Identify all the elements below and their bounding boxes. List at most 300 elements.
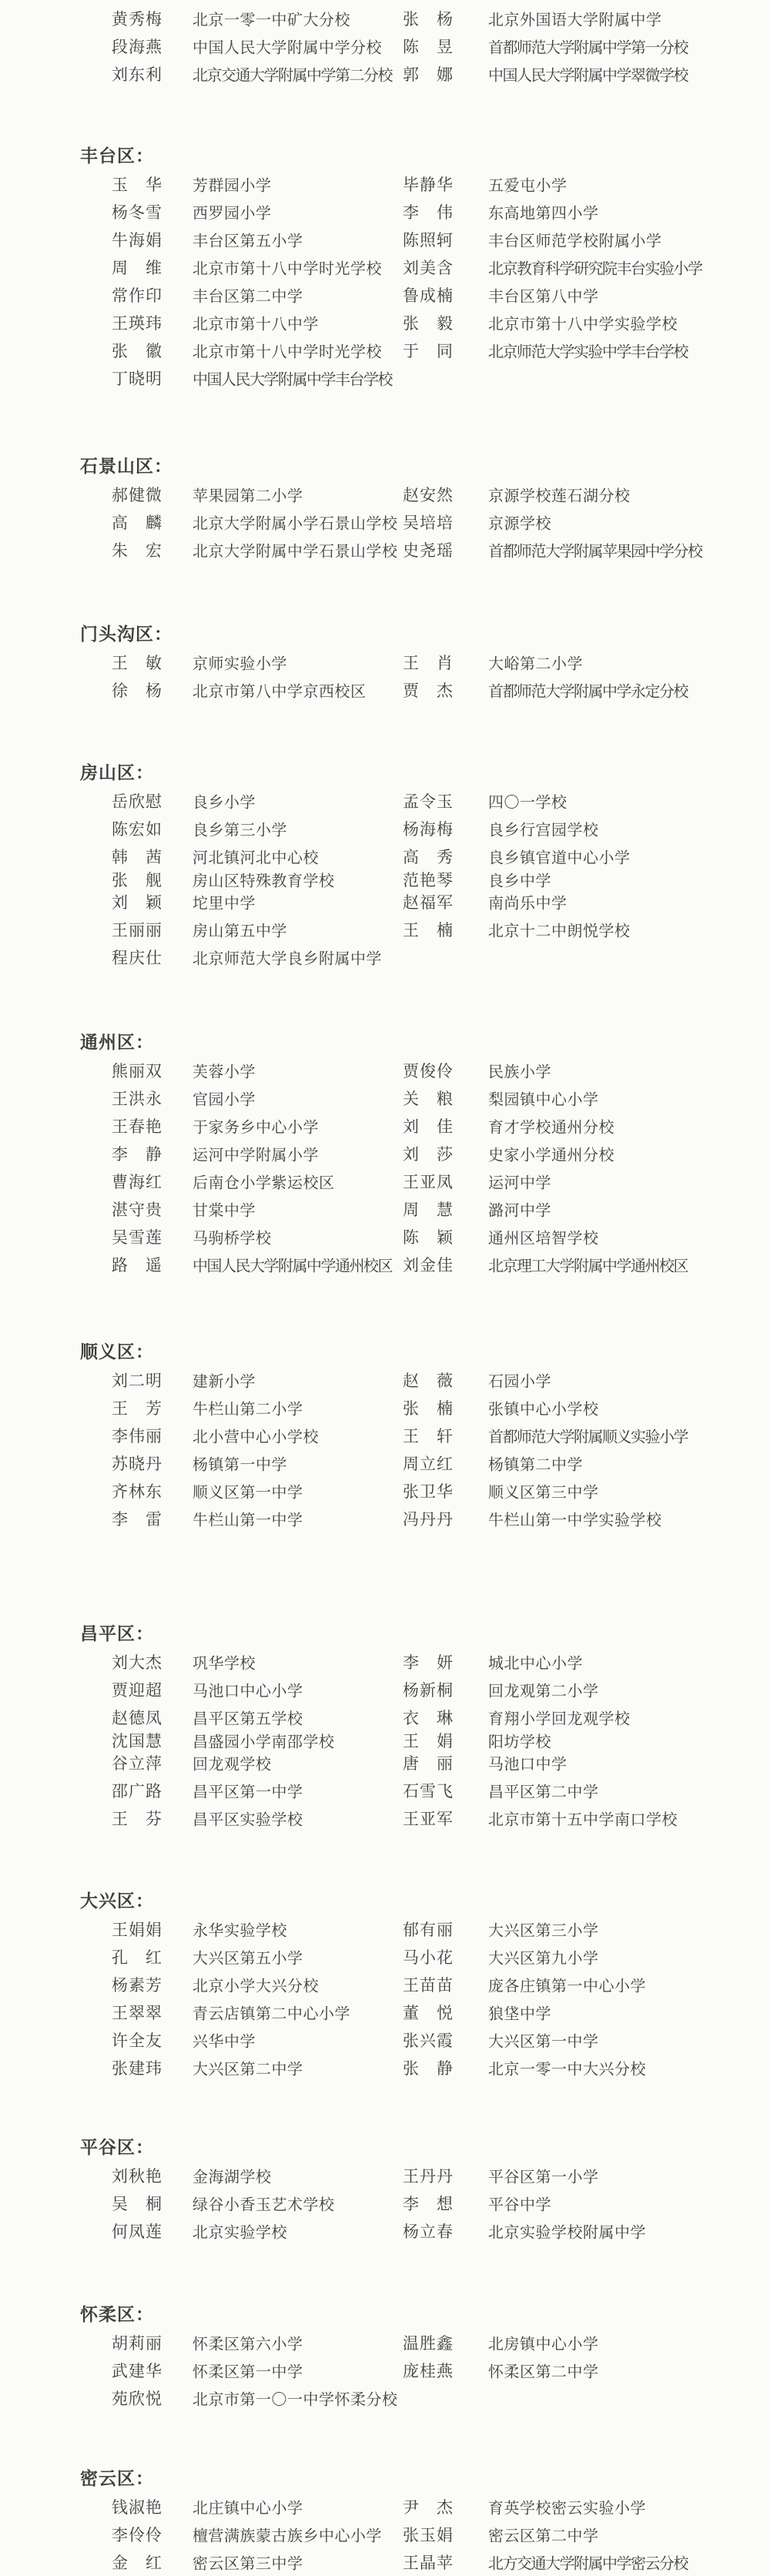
teacher-name-left: 李伟丽 <box>112 1427 162 1445</box>
district-section <box>0 2301 770 2412</box>
school-name-right: 育才学校通州分校 <box>488 1119 614 1137</box>
school-name-right: 梨园镇中心小学 <box>488 1091 599 1109</box>
teacher-name-right: 郁有丽 <box>403 1921 454 1939</box>
school-name-right: 良乡中学 <box>488 873 551 889</box>
teacher-name-left: 段海燕 <box>112 38 162 56</box>
teacher-name-right: 王亚凤 <box>403 1173 454 1191</box>
awardee-row <box>0 1804 770 1832</box>
awardee-row <box>0 1505 770 1533</box>
teacher-name-right: 石雪飞 <box>403 1782 454 1801</box>
school-name-right: 北京教育科学研究院丰台实验小学 <box>488 260 702 278</box>
awardee-row <box>0 1422 770 1449</box>
teacher-name-right: 刘 佳 <box>403 1117 454 1136</box>
school-name-right: 牛栏山第一中学实验学校 <box>488 1512 662 1529</box>
district-rows <box>0 1915 770 2082</box>
teacher-name-right: 王 楠 <box>403 921 454 940</box>
teacher-name-right: 吴培培 <box>403 514 454 532</box>
school-name-left: 绿谷小香玉艺术学校 <box>192 2196 335 2214</box>
school-name-left: 回龙观学校 <box>192 1756 272 1774</box>
teacher-name-left: 王 芬 <box>112 1810 162 1828</box>
district-section <box>0 1620 770 1832</box>
school-name-right: 回龙观第二小学 <box>488 1683 599 1700</box>
school-name-right: 北京十二中朗悦学校 <box>488 923 631 940</box>
teacher-name-right: 赵 薇 <box>403 1372 454 1390</box>
teacher-name-left: 张建玮 <box>112 2059 162 2078</box>
school-name-left: 北京市第十八中学时光学校 <box>192 260 382 278</box>
teacher-name-left: 谷立萍 <box>112 1754 162 1773</box>
teacher-name-left: 丁晓明 <box>112 370 162 388</box>
school-name-right: 北方交通大学附属中学密云分校 <box>488 2555 688 2573</box>
school-name-left: 芙蓉小学 <box>192 1064 256 1081</box>
awardee-row <box>0 1084 770 1112</box>
school-name-right: 北京市第十八中学实验学校 <box>488 316 678 333</box>
teacher-name-right: 刘金佳 <box>403 1256 454 1275</box>
awardee-row <box>0 1703 770 1731</box>
district-rows <box>0 170 770 392</box>
teacher-name-left: 周 维 <box>112 259 162 277</box>
teacher-name-right: 于 同 <box>403 342 454 360</box>
awardee-row <box>0 337 770 364</box>
awardee-row <box>0 1366 770 1394</box>
district-header: 房山区： <box>80 763 154 782</box>
district-header: 怀柔区： <box>80 2305 154 2324</box>
school-name-left: 密云区第三中学 <box>192 2555 303 2573</box>
school-name-right: 育英学校密云实验小学 <box>488 2500 646 2517</box>
school-name-left: 良乡第三小学 <box>192 822 287 839</box>
school-name-right: 北京外国语大学附属中学 <box>488 12 662 29</box>
teacher-name-left: 刘秋艳 <box>112 2167 162 2186</box>
school-name-left: 北京交通大学附属中学第二分校 <box>192 67 392 85</box>
teacher-name-right: 贾 杰 <box>403 682 454 700</box>
awardee-row <box>0 5 770 32</box>
teacher-name-left: 王 敏 <box>112 654 162 672</box>
school-name-right: 大兴区第三小学 <box>488 1922 599 1940</box>
school-name-left: 牛栏山第一中学 <box>192 1512 303 1529</box>
school-name-left: 于家务乡中心小学 <box>192 1119 319 1137</box>
school-name-right: 北京一零一中大兴分校 <box>488 2061 646 2079</box>
teacher-name-left: 张 舰 <box>112 870 162 889</box>
district-header: 平谷区： <box>80 2138 154 2157</box>
school-name-right: 狼垡中学 <box>488 2005 551 2023</box>
district-header: 通州区： <box>80 1033 154 1052</box>
teacher-name-right: 周 慧 <box>403 1201 454 1219</box>
teacher-name-right: 张 毅 <box>403 314 454 333</box>
school-name-left: 怀柔区第六小学 <box>192 2336 303 2353</box>
teacher-name-right: 王晶苹 <box>403 2554 454 2572</box>
school-name-left: 马池口中心小学 <box>192 1683 303 1700</box>
awardee-row <box>0 888 770 916</box>
district-header: 丰台区： <box>80 146 154 166</box>
teacher-name-right: 关 粮 <box>403 1090 454 1108</box>
awardee-row <box>0 32 770 60</box>
school-name-left: 大兴区第五小学 <box>192 1950 303 1968</box>
teacher-name-right: 陈 颖 <box>403 1228 454 1247</box>
teacher-name-left: 王 芳 <box>112 1399 162 1418</box>
school-name-right: 中国人民大学附属中学翠微学校 <box>488 67 688 85</box>
district-section <box>0 142 770 392</box>
teacher-name-right: 庞桂燕 <box>403 2362 454 2380</box>
awardee-row <box>0 1731 770 1749</box>
teacher-name-right: 衣 琳 <box>403 1709 454 1727</box>
school-name-right: 北房镇中心小学 <box>488 2336 599 2353</box>
school-name-right: 大兴区第一中学 <box>488 2033 599 2051</box>
teacher-name-right: 毕静华 <box>403 176 454 194</box>
district-rows <box>0 2162 770 2245</box>
teacher-name-right: 尹 杰 <box>403 2498 454 2517</box>
teacher-name-left: 韩 茜 <box>112 848 162 866</box>
awardee-row <box>0 2217 770 2245</box>
school-name-left: 西罗园小学 <box>192 205 272 223</box>
teacher-name-right: 史尧瑶 <box>403 541 454 560</box>
school-name-left: 昌盛园小学南邵学校 <box>192 1734 335 1750</box>
teacher-name-right: 温胜鑫 <box>403 2334 454 2353</box>
school-name-right: 运河中学 <box>488 1174 551 1192</box>
school-name-right: 马池口中学 <box>488 1756 567 1774</box>
school-name-right: 潞河中学 <box>488 1202 551 1220</box>
teacher-name-right: 张 静 <box>403 2059 454 2078</box>
school-name-left: 丰台区第五小学 <box>192 233 303 250</box>
awardee-row <box>0 676 770 704</box>
teacher-name-right: 王 肖 <box>403 654 454 672</box>
awardee-row <box>0 2548 770 2576</box>
teacher-name-right: 张卫华 <box>403 1482 454 1501</box>
district-header: 顺义区： <box>80 1342 154 1362</box>
school-name-left: 巩华学校 <box>192 1655 256 1673</box>
awardee-row <box>0 481 770 508</box>
awardee-row <box>0 1915 770 1943</box>
teacher-name-right: 李 妍 <box>403 1653 454 1672</box>
district-section <box>0 759 770 971</box>
district-header: 大兴区： <box>80 1891 154 1911</box>
district-section <box>0 453 770 564</box>
school-name-left: 青云店镇第二中心小学 <box>192 2005 350 2023</box>
teacher-name-left: 胡莉丽 <box>112 2334 162 2353</box>
teacher-name-right: 高 秀 <box>403 848 454 866</box>
awardee-row <box>0 1777 770 1804</box>
teacher-name-left: 金 红 <box>112 2554 162 2572</box>
district-rows <box>0 5 770 88</box>
awardee-row <box>0 2189 770 2217</box>
awardee-row <box>0 364 770 392</box>
school-name-left: 大兴区第二中学 <box>192 2061 303 2079</box>
school-name-right: 平谷中学 <box>488 2196 551 2214</box>
school-name-right: 北京理工大学附属中学通州校区 <box>488 1258 688 1275</box>
school-name-right: 丰台区第八中学 <box>488 288 599 306</box>
school-name-left: 良乡小学 <box>192 794 256 812</box>
school-name-left: 北京一零一中矿大分校 <box>192 12 350 29</box>
school-name-left: 房山区特殊教育学校 <box>192 873 335 889</box>
teacher-name-right: 杨新桐 <box>403 1681 454 1700</box>
awardee-row <box>0 1195 770 1223</box>
teacher-name-left: 王翠翠 <box>112 2004 162 2022</box>
teacher-name-left: 常作印 <box>112 286 162 305</box>
school-name-left: 北京小学大兴分校 <box>192 1978 319 1995</box>
teacher-name-left: 武建华 <box>112 2362 162 2380</box>
school-name-right: 大兴区第九小学 <box>488 1950 599 1968</box>
school-name-left: 怀柔区第一中学 <box>192 2363 303 2381</box>
district-header: 石景山区： <box>80 457 172 476</box>
awardee-row <box>0 1449 770 1477</box>
teacher-name-right: 王亚军 <box>403 1810 454 1828</box>
district-section <box>0 1338 770 1533</box>
school-name-left: 北京大学附属小学石景山学校 <box>192 515 398 533</box>
awardee-row <box>0 60 770 88</box>
awardee-row <box>0 1167 770 1195</box>
awardee-row <box>0 281 770 309</box>
teacher-name-right: 孟令玉 <box>403 792 454 811</box>
awardee-row <box>0 2162 770 2189</box>
awardee-row <box>0 1394 770 1422</box>
teacher-name-right: 王丹丹 <box>403 2167 454 2186</box>
school-name-right: 张镇中心小学校 <box>488 1401 599 1419</box>
district-header: 密云区： <box>80 2469 154 2488</box>
teacher-name-left: 王春艳 <box>112 1117 162 1136</box>
teacher-name-left: 贾迎超 <box>112 1681 162 1700</box>
school-name-left: 北京市第十八中学时光学校 <box>192 343 382 361</box>
teacher-name-right: 刘 莎 <box>403 1145 454 1164</box>
school-name-right: 良乡镇官道中心小学 <box>488 849 631 867</box>
school-name-right: 首都师范大学附属苹果园中学分校 <box>488 543 702 561</box>
teacher-name-right: 王 轩 <box>403 1427 454 1445</box>
teacher-name-left: 岳欣慰 <box>112 792 162 811</box>
teacher-name-right: 周立红 <box>403 1455 454 1473</box>
school-name-right: 史家小学通州分校 <box>488 1147 614 1164</box>
teacher-name-right: 王苗苗 <box>403 1976 454 1995</box>
teacher-name-left: 陈宏如 <box>112 820 162 839</box>
district-rows <box>0 787 770 971</box>
school-name-left: 北庄镇中心小学 <box>192 2500 303 2517</box>
district-award-list <box>0 5 770 2576</box>
teacher-name-right: 李 想 <box>403 2195 454 2213</box>
school-name-left: 昌平区第一中学 <box>192 1784 303 1801</box>
school-name-left: 檀营满族蒙古族乡中心小学 <box>192 2527 382 2545</box>
school-name-left: 房山第五中学 <box>192 923 287 940</box>
school-name-left: 运河中学附属小学 <box>192 1147 319 1164</box>
school-name-left: 京师实验小学 <box>192 655 287 673</box>
teacher-name-left: 刘东利 <box>112 65 162 84</box>
awardee-row <box>0 842 770 870</box>
teacher-name-left: 刘大杰 <box>112 1653 162 1672</box>
district-header: 昌平区： <box>80 1624 154 1643</box>
awardee-row <box>0 1477 770 1505</box>
teacher-name-left: 李伶伶 <box>112 2526 162 2544</box>
teacher-name-right: 董 悦 <box>403 2004 454 2022</box>
teacher-name-left: 孔 红 <box>112 1948 162 1967</box>
awardee-row <box>0 198 770 226</box>
teacher-name-left: 刘 颖 <box>112 893 162 912</box>
awardee-row <box>0 1112 770 1140</box>
school-name-right: 平谷区第一小学 <box>488 2169 599 2186</box>
teacher-name-left: 曹海红 <box>112 1173 162 1191</box>
teacher-name-right: 杨海梅 <box>403 820 454 839</box>
school-name-left: 永华实验学校 <box>192 1922 287 1940</box>
awardee-row <box>0 787 770 815</box>
awardee-row <box>0 1676 770 1703</box>
awardee-row <box>0 536 770 564</box>
school-name-left: 北京师范大学良乡附属中学 <box>192 950 382 968</box>
school-name-left: 兴华中学 <box>192 2033 256 2051</box>
school-name-right: 杨镇第二中学 <box>488 1456 583 1474</box>
awardee-row <box>0 648 770 676</box>
teacher-name-right: 鲁成楠 <box>403 286 454 305</box>
school-name-right: 北京师范大学实验中学丰台学校 <box>488 343 688 361</box>
teacher-name-left: 徐 杨 <box>112 682 162 700</box>
teacher-name-left: 牛海娟 <box>112 231 162 250</box>
school-name-left: 后南仓小学紫运校区 <box>192 1174 335 1192</box>
school-name-left: 顺义区第一中学 <box>192 1484 303 1502</box>
awardee-row <box>0 1648 770 1676</box>
district-rows <box>0 1057 770 1278</box>
district-section <box>0 621 770 704</box>
awardee-row <box>0 309 770 337</box>
awardee-row <box>0 2054 770 2082</box>
teacher-name-left: 杨冬雪 <box>112 203 162 222</box>
school-name-right: 四〇一学校 <box>488 794 567 812</box>
teacher-name-left: 王瑛玮 <box>112 314 162 333</box>
school-name-right: 京源学校 <box>488 515 551 533</box>
awardee-row <box>0 2026 770 2054</box>
school-name-right: 昌平区第二中学 <box>488 1784 599 1801</box>
school-name-right: 东高地第四小学 <box>488 205 599 223</box>
school-name-left: 北京市第十八中学 <box>192 316 319 333</box>
school-name-right: 怀柔区第二中学 <box>488 2363 599 2381</box>
teacher-name-right: 张 楠 <box>403 1399 454 1418</box>
awardee-row <box>0 2493 770 2521</box>
school-name-right: 北京实验学校附属中学 <box>488 2224 646 2242</box>
school-name-left: 中国人民大学附属中学丰台学校 <box>192 371 392 389</box>
teacher-name-right: 李 伟 <box>403 203 454 222</box>
school-name-right: 大峪第二小学 <box>488 655 583 673</box>
teacher-name-right: 张 杨 <box>403 10 454 28</box>
school-name-left: 金海湖学校 <box>192 2169 272 2186</box>
teacher-name-right: 范艳琴 <box>403 870 454 889</box>
teacher-name-left: 刘二明 <box>112 1372 162 1390</box>
teacher-name-left: 齐林东 <box>112 1482 162 1501</box>
teacher-name-left: 熊丽双 <box>112 1062 162 1080</box>
school-name-right: 南尚乐中学 <box>488 895 567 913</box>
awardee-row <box>0 508 770 536</box>
district-section <box>0 2465 770 2576</box>
teacher-name-left: 玉 华 <box>112 176 162 194</box>
school-name-left: 北小营中心小学校 <box>192 1429 319 1446</box>
awardee-row <box>0 870 770 888</box>
awardee-row <box>0 1971 770 1998</box>
teacher-name-left: 黄秀梅 <box>112 10 162 28</box>
teacher-name-left: 高 麟 <box>112 514 162 532</box>
teacher-name-right: 冯丹丹 <box>403 1510 454 1529</box>
scanned-document-page <box>0 5 770 2575</box>
school-name-right: 首都师范大学附属顺义实验小学 <box>488 1429 688 1446</box>
school-name-right: 五爱屯小学 <box>488 177 567 195</box>
district-rows <box>0 648 770 704</box>
teacher-name-right: 杨立春 <box>403 2223 454 2241</box>
teacher-name-left: 许全友 <box>112 2032 162 2050</box>
school-name-left: 官园小学 <box>192 1091 256 1109</box>
school-name-right: 通州区培智学校 <box>488 1230 599 1248</box>
teacher-name-right: 赵福军 <box>403 893 454 912</box>
school-name-left: 昌平区第五学校 <box>192 1710 303 1728</box>
school-name-left: 北京市第八中学京西校区 <box>192 683 367 701</box>
teacher-name-right: 陈照轲 <box>403 231 454 250</box>
awardee-row <box>0 2384 770 2412</box>
teacher-name-right: 郭 娜 <box>403 65 454 84</box>
school-name-right: 顺义区第三中学 <box>488 1484 599 1502</box>
school-name-right: 密云区第二中学 <box>488 2527 599 2545</box>
district-section <box>0 5 770 88</box>
teacher-name-left: 邵广路 <box>112 1782 162 1801</box>
district-rows <box>0 2493 770 2576</box>
awardee-row <box>0 815 770 842</box>
teacher-name-left: 王丽丽 <box>112 921 162 940</box>
awardee-row <box>0 2521 770 2548</box>
district-rows <box>0 1366 770 1533</box>
school-name-right: 首都师范大学附属中学永定分校 <box>488 683 688 701</box>
teacher-name-left: 何凤莲 <box>112 2223 162 2241</box>
awardee-row <box>0 1223 770 1251</box>
teacher-name-right: 马小花 <box>403 1948 454 1967</box>
school-name-right: 首都师范大学附属中学第一分校 <box>488 39 688 57</box>
teacher-name-right: 王 娟 <box>403 1731 454 1750</box>
awardee-row <box>0 226 770 253</box>
teacher-name-left: 苑欣悦 <box>112 2390 162 2408</box>
teacher-name-left: 李 静 <box>112 1145 162 1164</box>
district-rows <box>0 481 770 564</box>
teacher-name-right: 贾俊伶 <box>403 1062 454 1080</box>
awardee-row <box>0 1057 770 1084</box>
teacher-name-right: 陈 昱 <box>403 38 454 56</box>
school-name-left: 河北镇河北中心校 <box>192 849 319 867</box>
school-name-left: 甘棠中学 <box>192 1202 256 1220</box>
awardee-row <box>0 1998 770 2026</box>
teacher-name-left: 湛守贵 <box>112 1201 162 1219</box>
teacher-name-left: 王洪永 <box>112 1090 162 1108</box>
school-name-right: 育翔小学回龙观学校 <box>488 1710 631 1728</box>
district-section <box>0 2134 770 2245</box>
district-rows <box>0 2329 770 2412</box>
school-name-right: 民族小学 <box>488 1064 551 1081</box>
teacher-name-left: 杨素芳 <box>112 1976 162 1995</box>
awardee-row <box>0 1943 770 1971</box>
teacher-name-left: 沈国慧 <box>112 1731 162 1750</box>
school-name-left: 昌平区实验学校 <box>192 1811 303 1829</box>
school-name-right: 庞各庄镇第一中心小学 <box>488 1978 646 1995</box>
school-name-left: 牛栏山第二小学 <box>192 1401 303 1419</box>
awardee-row <box>0 170 770 198</box>
awardee-row <box>0 1140 770 1167</box>
awardee-row <box>0 2357 770 2384</box>
teacher-name-left: 苏晓丹 <box>112 1455 162 1473</box>
school-name-left: 中国人民大学附属中学通州校区 <box>192 1258 392 1275</box>
school-name-left: 北京市第一〇一中学怀柔分校 <box>192 2391 398 2409</box>
awardee-row <box>0 943 770 971</box>
teacher-name-right: 张兴霞 <box>403 2032 454 2050</box>
teacher-name-left: 程庆仕 <box>112 949 162 967</box>
district-header: 门头沟区： <box>80 625 172 644</box>
school-name-left: 杨镇第一中学 <box>192 1456 287 1474</box>
school-name-left: 建新小学 <box>192 1373 256 1391</box>
school-name-right: 阳坊学校 <box>488 1734 551 1750</box>
teacher-name-left: 王娟娟 <box>112 1921 162 1939</box>
school-name-right: 北京市第十五中学南口学校 <box>488 1811 678 1829</box>
teacher-name-left: 吴雪莲 <box>112 1228 162 1247</box>
school-name-left: 丰台区第二中学 <box>192 288 303 306</box>
awardee-row <box>0 916 770 943</box>
school-name-left: 北京实验学校 <box>192 2224 287 2242</box>
school-name-left: 中国人民大学附属中学分校 <box>192 39 382 57</box>
school-name-left: 北京大学附属中学石景山学校 <box>192 543 398 561</box>
awardee-row <box>0 1749 770 1777</box>
awardee-row <box>0 1251 770 1278</box>
